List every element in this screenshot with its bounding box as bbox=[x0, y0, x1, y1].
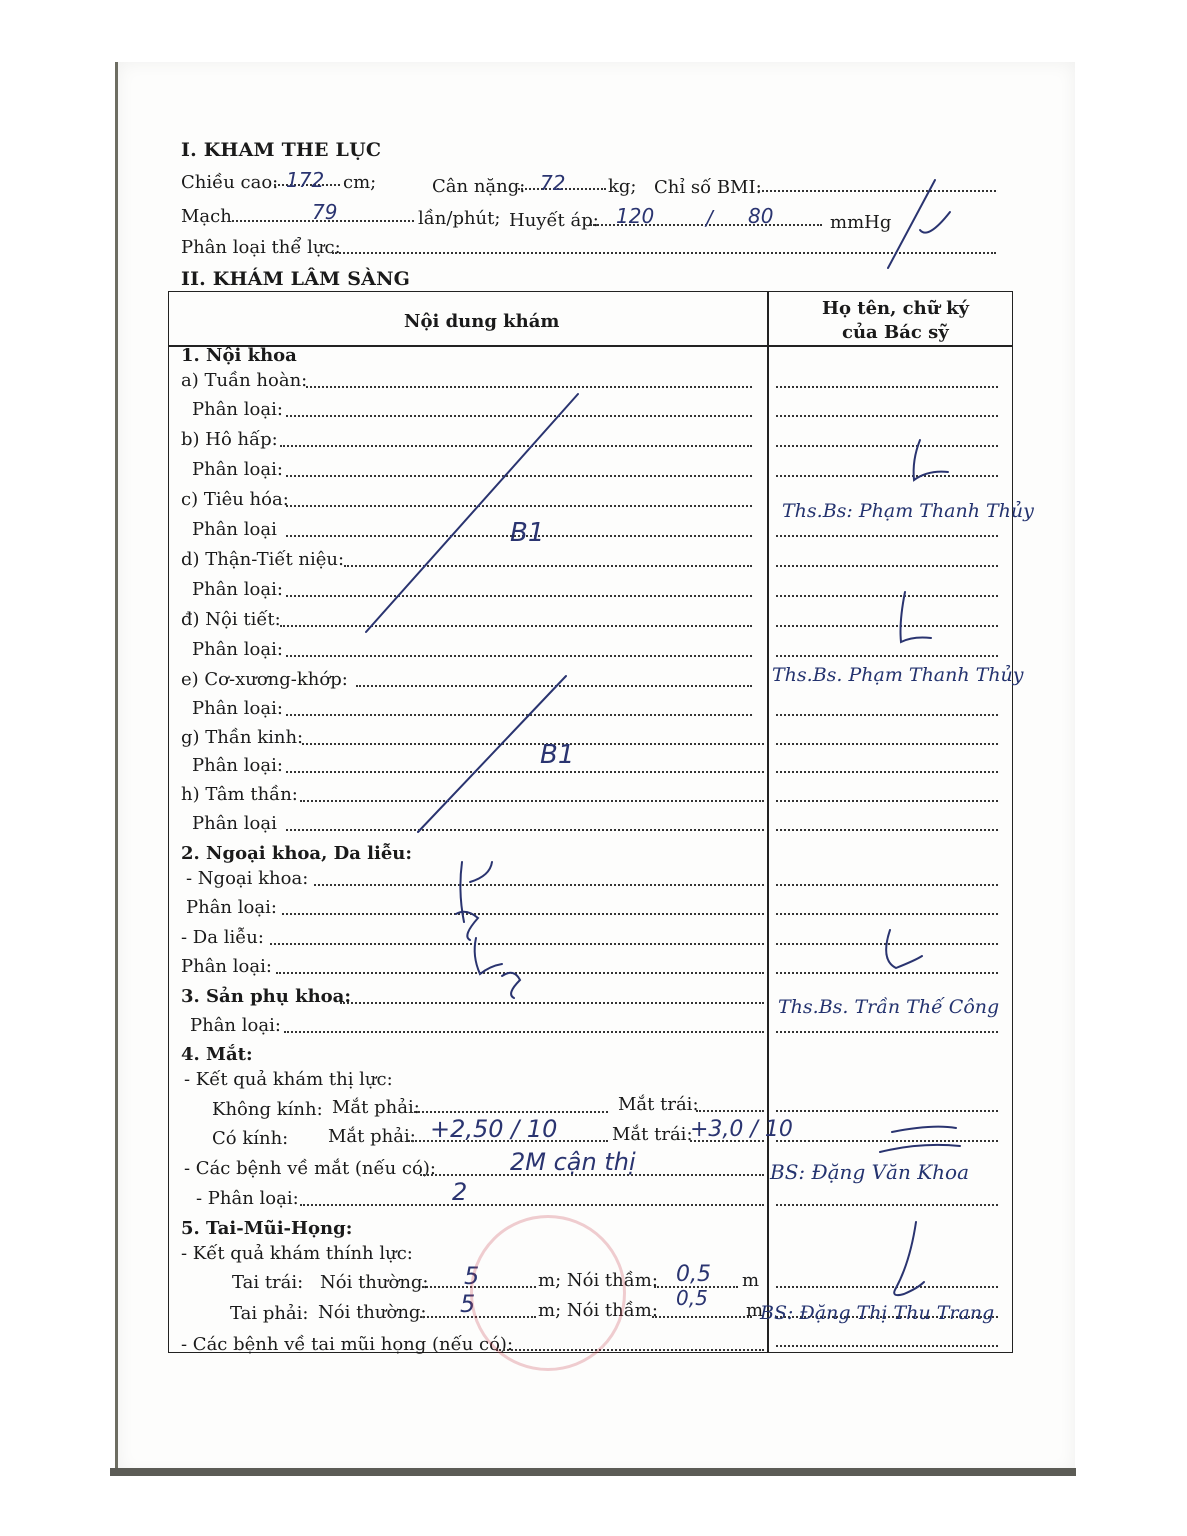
tai-phai-noi-thuong-value: 5 bbox=[460, 1290, 476, 1318]
header-doctor-line2: của Bác sỹ bbox=[842, 322, 949, 343]
phan-loai-label: Phân loại bbox=[192, 519, 277, 540]
weight-unit: kg; bbox=[608, 176, 637, 197]
bp-systolic: 120 bbox=[616, 204, 655, 228]
co-kinh-mat-phai-value: +2,50 / 10 bbox=[430, 1115, 558, 1143]
weight-value: 72 bbox=[540, 171, 566, 195]
phan-loai-label: Phân loại: bbox=[192, 579, 283, 600]
san-phu-khoa-title: 3. Sản phụ khoa: bbox=[181, 986, 351, 1007]
pulse-label: Mạch bbox=[181, 206, 232, 227]
phan-loai-label: Phân loại: bbox=[192, 399, 283, 420]
benh-tmh-label: - Các bệnh về tai mũi họng (nếu có): bbox=[181, 1334, 514, 1355]
pulse-unit: lần/phút; bbox=[418, 208, 501, 229]
ngoai-khoa-title: 2. Ngoại khoa, Da liễu: bbox=[181, 843, 413, 864]
doctor-signature-2: Ths.Bs. Phạm Thanh Thủy bbox=[772, 664, 1024, 686]
thinh-luc-label: - Kết quả khám thính lực: bbox=[181, 1243, 413, 1264]
co-kinh-label: Có kính: bbox=[212, 1128, 289, 1149]
tai-trai-label: Tai trái: bbox=[232, 1272, 304, 1293]
tai-trai-unit: m bbox=[742, 1270, 760, 1291]
tai-trai-noi-thuong-label: Nói thường: bbox=[320, 1272, 429, 1293]
header-content: Nội dung khám bbox=[404, 311, 560, 332]
than-label: d) Thận-Tiết niệu: bbox=[181, 549, 345, 570]
phan-loai-label: Phân loại bbox=[192, 813, 277, 834]
noi-khoa-title: 1. Nội khoa bbox=[181, 345, 297, 366]
tmh-title: 5. Tai-Mũi-Họng: bbox=[181, 1218, 353, 1239]
tuan-hoan-label: a) Tuần hoàn: bbox=[181, 370, 308, 391]
phan-loai-label: Phân loại: bbox=[192, 639, 283, 660]
phan-loai-mat-value: 2 bbox=[452, 1178, 468, 1206]
bp-diastolic: 80 bbox=[748, 204, 774, 228]
bp-label: Huyết áp: bbox=[509, 210, 599, 231]
weight-label: Cân nặng: bbox=[432, 176, 526, 197]
khong-kinh-label: Không kính: bbox=[212, 1099, 323, 1120]
section-1-title: I. KHAM THE LỤC bbox=[181, 139, 382, 161]
tai-trai-noi-tham-label: m; Nói thầm: bbox=[538, 1270, 658, 1291]
khong-kinh-mat-trai-label: Mắt trái: bbox=[618, 1094, 699, 1115]
doctor-signature-5: BS: Đặng Thị Thu Trang bbox=[760, 1302, 995, 1324]
co-kinh-mat-trai-value: +3,0 / 10 bbox=[690, 1117, 793, 1142]
ho-hap-label: b) Hô hấp: bbox=[181, 429, 278, 450]
benh-mat-value: 2M cận thị bbox=[510, 1148, 636, 1176]
phan-loai-label: Phân loại: bbox=[190, 1015, 281, 1036]
tieu-hoa-label: c) Tiêu hóa: bbox=[181, 489, 289, 510]
phan-loai-mat-label: - Phân loại: bbox=[196, 1188, 299, 1209]
header-doctor-line1: Họ tên, chữ ký bbox=[822, 298, 969, 319]
tam-than-label: h) Tâm thần: bbox=[181, 784, 298, 805]
doctor-signature-3: Ths.Bs. Trần Thế Công bbox=[778, 996, 1000, 1018]
tai-phai-noi-tham-label: m; Nói thầm: bbox=[538, 1300, 658, 1321]
doctor-signature-4: BS: Đặng Văn Khoa bbox=[770, 1160, 969, 1184]
bp-separator: / bbox=[706, 206, 713, 230]
bp-unit: mmHg bbox=[830, 212, 892, 233]
ngoai-khoa-label: - Ngoại khoa: bbox=[186, 868, 309, 889]
thi-luc-label: - Kết quả khám thị lực: bbox=[184, 1069, 393, 1090]
tai-phai-unit: m bbox=[746, 1300, 764, 1321]
phan-loai-label: Phân loại: bbox=[192, 755, 283, 776]
height-value: 172 bbox=[286, 168, 325, 192]
doctor-signature-1: Ths.Bs: Phạm Thanh Thủy bbox=[782, 500, 1034, 522]
co-kinh-mat-trai-label: Mắt trái: bbox=[612, 1124, 693, 1145]
phan-loai-label: Phân loại: bbox=[192, 459, 283, 480]
section-2-title: II. KHÁM LÂM SÀNG bbox=[181, 268, 411, 290]
than-kinh-label: g) Thần kinh: bbox=[181, 727, 304, 748]
phan-loai-label: Phân loại: bbox=[192, 698, 283, 719]
phan-loai-label: Phân loại: bbox=[186, 897, 277, 918]
height-unit: cm; bbox=[343, 172, 377, 193]
fitness-label: Phân loại thể lực: bbox=[181, 237, 341, 258]
tai-trai-noi-tham-value: 0,5 bbox=[676, 1262, 711, 1287]
co-xuong-label: e) Cơ-xương-khớp: bbox=[181, 669, 348, 690]
benh-mat-label: - Các bệnh về mắt (nếu có): bbox=[184, 1158, 436, 1179]
pulse-value: 79 bbox=[312, 200, 338, 224]
height-label: Chiều cao: bbox=[181, 172, 279, 193]
noi-khoa-mark-2: B1 bbox=[540, 740, 575, 770]
tai-phai-noi-tham-value: 0,5 bbox=[676, 1286, 708, 1310]
noi-khoa-mark-1: B1 bbox=[510, 518, 545, 548]
co-kinh-mat-phai-label: Mắt phải: bbox=[328, 1126, 416, 1147]
khong-kinh-mat-phai-label: Mắt phải: bbox=[332, 1097, 420, 1118]
mat-title: 4. Mắt: bbox=[181, 1044, 253, 1065]
noi-tiet-label: đ) Nội tiết: bbox=[181, 609, 281, 630]
da-lieu-label: - Da liễu: bbox=[181, 927, 264, 948]
tai-phai-label: Tai phải: bbox=[230, 1303, 309, 1324]
tai-trai-noi-thuong-value: 5 bbox=[464, 1262, 480, 1290]
bmi-label: Chỉ số BMI: bbox=[654, 177, 762, 198]
phan-loai-label: Phân loại: bbox=[181, 956, 272, 977]
tai-phai-noi-thuong-label: Nói thường: bbox=[318, 1302, 427, 1323]
